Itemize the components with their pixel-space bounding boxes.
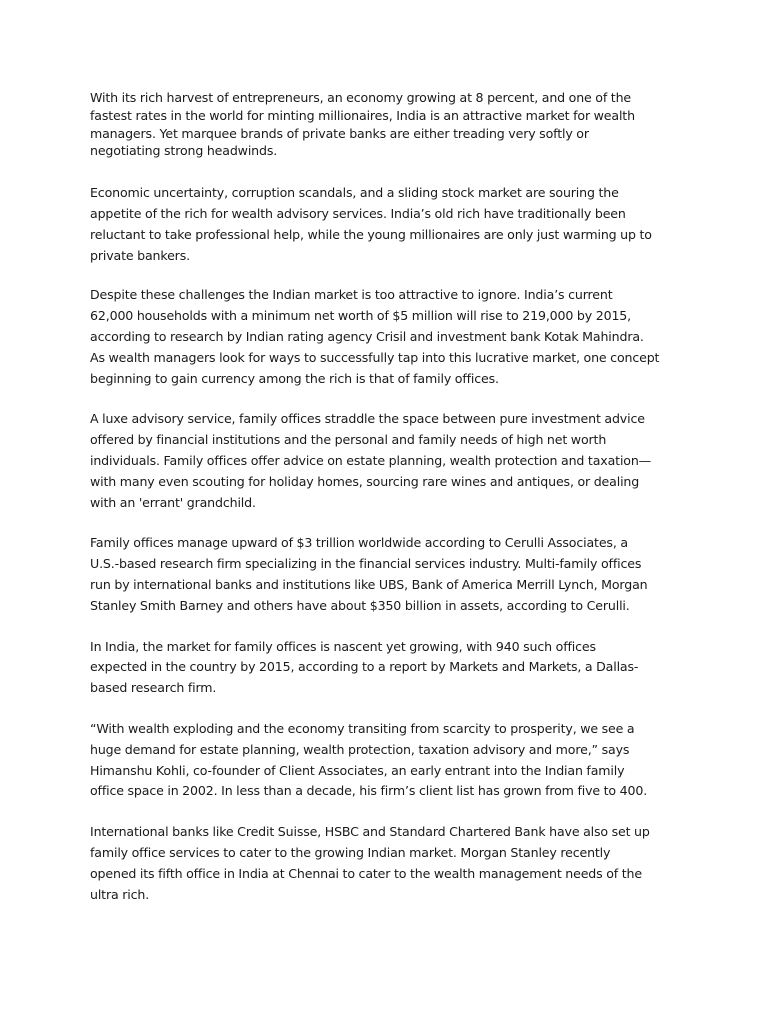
- paragraph-5: [90, 533, 690, 616]
- text-line: reluctant to take professional help, while the young millionaires are only just warming up to: [90, 226, 652, 242]
- text-line: A luxe advisory service, family offices straddle the space between pure investment advice: [90, 411, 645, 427]
- text-line: expected in the country by 2015, according to a report by Markets and Markets, a Dallas-: [90, 659, 639, 675]
- text-line: with an 'errant' grandchild.: [90, 494, 256, 510]
- paragraph-4: [90, 409, 690, 513]
- paragraph-1: [90, 89, 690, 160]
- text-line: U.S.-based research firm specializing in the financial services industry. Multi-family offices: [90, 556, 642, 572]
- text-line: In India, the market for family offices is nascent yet growing, with 940 such offices: [90, 638, 596, 654]
- text-line: Despite these challenges the Indian market is too attractive to ignore. India’s current: [90, 287, 613, 303]
- text-line: negotiating strong headwinds.: [90, 143, 278, 159]
- text-line: family office services to cater to the growing Indian market. Morgan Stanley recently: [90, 844, 611, 860]
- text-line: As wealth managers look for ways to successfully tap into this lucrative market, one concept: [90, 349, 660, 365]
- text-line: ultra rich.: [90, 886, 150, 902]
- text-line: Family offices manage upward of $3 trillion worldwide according to Cerulli Associates, a: [90, 535, 628, 551]
- text-line: “With wealth exploding and the economy transiting from scarcity to prosperity, we see a: [90, 720, 635, 736]
- text-line: with many even scouting for holiday homes, sourcing rare wines and antiques, or dealing: [90, 473, 640, 489]
- paragraph-3: [90, 285, 690, 389]
- text-line: Economic uncertainty, corruption scandals, and a sliding stock market are souring the: [90, 185, 619, 201]
- text-line: managers. Yet marquee brands of private banks are either treading very softly or: [90, 125, 589, 141]
- paragraph-spacer: [90, 266, 690, 285]
- paragraph-2: [90, 183, 690, 266]
- text-line: offered by financial institutions and the personal and family needs of high net worth: [90, 432, 607, 448]
- text-line: beginning to gain currency among the rich is that of family offices.: [90, 370, 499, 386]
- paragraph-spacer: [90, 513, 690, 533]
- text-line: huge demand for estate planning, wealth protection, taxation advisory and more,” says: [90, 741, 630, 757]
- paragraph-spacer: [90, 699, 690, 719]
- text-line: With its rich harvest of entrepreneurs, an economy growing at 8 percent, and one of the: [90, 90, 632, 105]
- text-line: Stanley Smith Barney and others have about $350 billion in assets, according to Cerulli.: [90, 597, 630, 613]
- text-line: fastest rates in the world for minting millionaires, India is an attractive market for wealth: [90, 107, 635, 123]
- paragraph-spacer: [90, 802, 690, 822]
- paragraph-spacer: [90, 389, 690, 409]
- text-line: Himanshu Kohli, co-founder of Client Associates, an early entrant into the Indian family: [90, 762, 625, 778]
- paragraph-7: [90, 719, 690, 802]
- paragraph-6: [90, 637, 690, 699]
- text-line: run by international banks and institutions like UBS, Bank of America Merrill Lynch, Morgan: [90, 576, 648, 592]
- text-line: individuals. Family offices offer advice on estate planning, wealth protection and taxation—: [90, 452, 652, 468]
- text-line: based research firm.: [90, 680, 217, 696]
- document-page: [90, 89, 690, 905]
- text-line: private bankers.: [90, 247, 190, 263]
- text-line: appetite of the rich for wealth advisory services. India’s old rich have traditionally been: [90, 205, 626, 221]
- paragraph-spacer: [90, 160, 690, 183]
- text-line: opened its fifth office in India at Chennai to cater to the wealth management needs of the: [90, 865, 642, 881]
- text-line: 62,000 households with a minimum net worth of $5 million will rise to 219,000 by 2015,: [90, 308, 632, 324]
- text-line: office space in 2002. In less than a decade, his firm’s client list has grown from five to 400.: [90, 783, 648, 799]
- paragraph-spacer: [90, 617, 690, 637]
- text-line: International banks like Credit Suisse, HSBC and Standard Chartered Bank have also set up: [90, 824, 650, 840]
- text-line: according to research by Indian rating agency Crisil and investment bank Kotak Mahindra.: [90, 328, 644, 344]
- paragraph-8: [90, 822, 690, 905]
